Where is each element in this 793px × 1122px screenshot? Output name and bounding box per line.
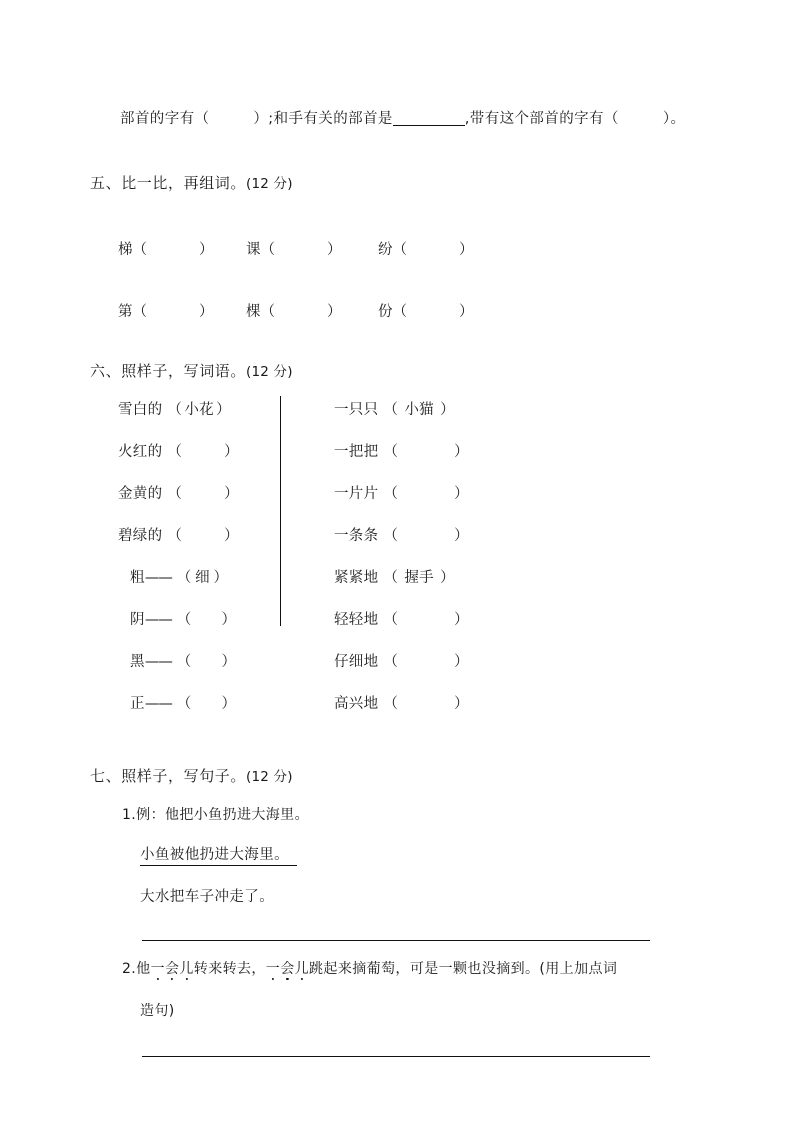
antonym-dash: —— <box>144 612 172 628</box>
item-two-emphasis-a-char-3: 儿 <box>179 961 194 977</box>
phrase-prefix: 碧绿的 <box>118 528 163 544</box>
sentence-item-two <box>122 962 617 976</box>
word-build-cell: 第（ ） <box>118 304 214 320</box>
antonym-dash: —— <box>144 696 172 712</box>
section-seven-heading <box>90 765 293 786</box>
phrase-answer[interactable]: 小花 <box>184 402 214 418</box>
adverbial-prefix: 紧紧地 <box>334 570 379 586</box>
answer-line[interactable] <box>142 1056 650 1057</box>
antonym-prefix: 粗 <box>130 570 145 586</box>
adverbial-row: 轻轻地 （ ） <box>334 612 469 628</box>
phrase-row: 火红的 （ ） <box>118 444 239 460</box>
item-one-label: 例： <box>136 807 165 823</box>
antonym-answer[interactable]: 细 <box>195 570 210 586</box>
section-five-heading <box>90 172 293 193</box>
antonym-dash: —— <box>144 570 172 586</box>
word-build-char: 纷 <box>378 242 393 258</box>
antonym-row: 阴—— （ ） <box>130 612 237 628</box>
phrase-row: 碧绿的 （ ） <box>118 528 239 544</box>
section-seven-title: 七、照样子，写句子。 <box>90 767 247 785</box>
sentence-item-one-model-answer: 小鱼被他扔进大海里。 <box>140 848 297 866</box>
section-seven-points: (12 分) <box>246 769 293 785</box>
measure-word-row: 一片片 （ ） <box>334 486 469 502</box>
measure-word-answer[interactable]: 小猫 <box>404 402 434 418</box>
item-one-number: 1. <box>122 807 137 823</box>
word-build-char: 梯 <box>118 242 133 258</box>
continued-question-line <box>120 110 685 127</box>
continued-text-b: ）;和手有关的部首是 <box>253 111 393 127</box>
word-build-cell: 梯（ ） <box>118 242 214 258</box>
continued-text-a: 部首的字有（ <box>120 111 210 127</box>
sentence-item-one-example <box>122 808 309 822</box>
item-two-part-d: 造句) <box>140 1003 175 1019</box>
item-two-emphasis-b-char-3: 儿 <box>294 961 310 977</box>
word-build-cell: 棵（ ） <box>246 304 342 320</box>
measure-word-prefix: 一条条 <box>334 528 379 544</box>
antonym-prefix: 正 <box>130 696 145 712</box>
adverbial-prefix: 轻轻地 <box>334 612 379 628</box>
adverbial-prefix: 仔细地 <box>334 654 379 670</box>
item-two-part-a: 他 <box>136 961 151 977</box>
word-build-char: 第 <box>118 304 133 320</box>
measure-word-row: 一只只 （ 小猫 ） <box>334 398 455 419</box>
continued-gap-a <box>209 112 253 127</box>
section-five-title: 五、比一比，再组词。 <box>90 174 247 192</box>
section-six-heading <box>90 360 293 381</box>
measure-word-row: 一条条 （ ） <box>334 528 469 544</box>
adverbial-row: 紧紧地 （ 握手 ） <box>334 566 455 587</box>
antonym-prefix: 阴 <box>130 612 145 628</box>
antonym-dash: —— <box>144 654 172 670</box>
continued-blank-underline[interactable] <box>393 110 465 126</box>
measure-word-prefix: 一把把 <box>334 444 379 460</box>
measure-word-prefix: 一只只 <box>334 402 379 418</box>
adverbial-row: 高兴地 （ ） <box>334 696 469 712</box>
word-build-cell: 纷（ ） <box>378 242 474 258</box>
adverbial-row: 仔细地 （ ） <box>334 654 469 670</box>
sentence-item-two-continuation <box>140 1004 175 1018</box>
phrase-row: 雪白的 （ 小花 ） <box>118 398 231 419</box>
sentence-item-one-model-answer-wrap <box>140 848 297 866</box>
antonym-row: 黑—— （ ） <box>130 654 237 670</box>
item-two-part-c: 跳起来摘葡萄，可是一颗也没摘到。(用上加点词 <box>309 961 618 977</box>
section-six-points: (12 分) <box>246 364 293 380</box>
word-build-cell: 份（ ） <box>378 304 474 320</box>
phrase-row: 金黄的 （ ） <box>118 486 239 502</box>
item-two-emphasis-a-char-1: 一 <box>150 961 165 977</box>
adverbial-prefix: 高兴地 <box>334 696 379 712</box>
item-one-example-sentence: 他把小鱼扔进大海里。 <box>164 807 309 823</box>
item-two-emphasis-a-char-2: 会 <box>164 961 180 977</box>
item-two-part-b: 转来转去， <box>193 961 266 977</box>
antonym-row: 正—— （ ） <box>130 696 237 712</box>
word-build-char: 棵 <box>246 304 261 320</box>
column-divider <box>280 396 281 626</box>
section-six-title: 六、照样子，写词语。 <box>90 362 247 380</box>
continued-gap-b <box>619 112 663 127</box>
word-build-char: 份 <box>378 304 393 320</box>
measure-word-row: 一把把 （ ） <box>334 444 469 460</box>
phrase-prefix: 火红的 <box>118 444 163 460</box>
answer-line[interactable] <box>142 940 650 941</box>
section-five-points: (12 分) <box>246 176 293 192</box>
word-build-cell: 课（ ） <box>246 242 342 258</box>
phrase-prefix: 金黄的 <box>118 486 163 502</box>
item-one-prompt-sentence: 大水把车子冲走了。 <box>140 889 275 905</box>
item-two-emphasis-b-char-2: 会 <box>280 961 295 977</box>
antonym-row: 粗—— （ 细 ） <box>130 566 228 587</box>
continued-text-c: ,带有这个部首的字有（ <box>464 111 619 127</box>
item-two-emphasis-b-char-1: 一 <box>265 961 281 977</box>
measure-word-prefix: 一片片 <box>334 486 379 502</box>
antonym-prefix: 黑 <box>130 654 145 670</box>
item-two-number: 2. <box>122 961 137 977</box>
word-build-char: 课 <box>246 242 261 258</box>
continued-text-d: ）。 <box>662 111 686 127</box>
adverbial-answer[interactable]: 握手 <box>404 570 434 586</box>
phrase-prefix: 雪白的 <box>118 402 163 418</box>
sentence-item-one-prompt <box>140 890 274 905</box>
